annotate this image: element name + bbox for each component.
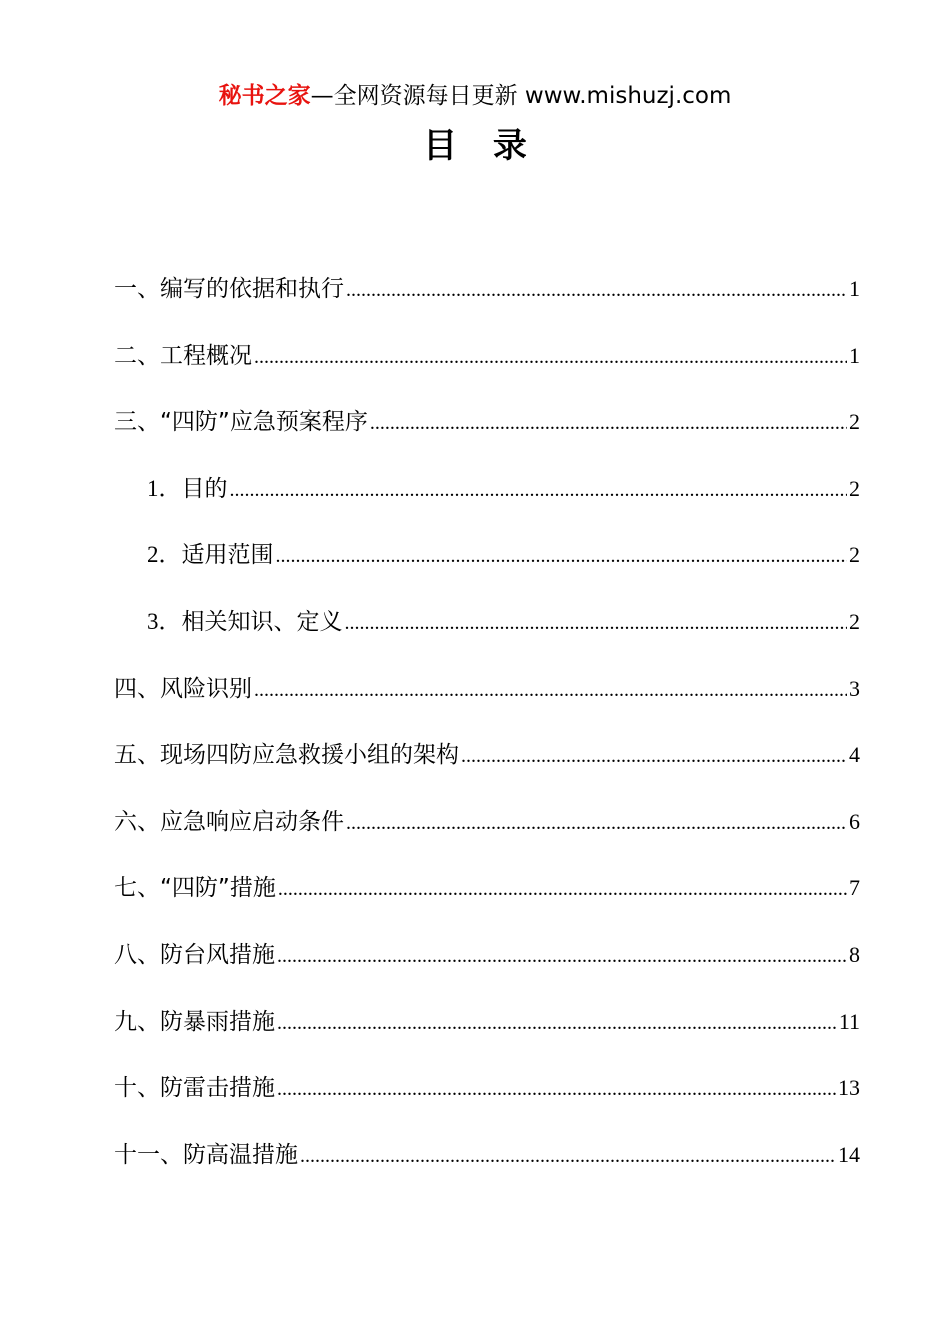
toc-page-number: 14 xyxy=(838,1141,860,1167)
toc-page-number: 4 xyxy=(849,742,860,768)
toc-entry-label: 十、防雷击措施 xyxy=(114,1075,275,1102)
toc-entry-8[interactable] xyxy=(114,938,860,1005)
toc-entry-text: 目的 xyxy=(181,475,228,502)
toc-entry-7[interactable] xyxy=(114,871,860,938)
toc-dot-leader xyxy=(370,406,847,440)
toc-dot-leader xyxy=(254,673,847,707)
brand-name: 秘书之家 xyxy=(218,83,311,109)
toc-page-number: 3 xyxy=(849,675,860,701)
header-tagline: —全网资源每日更新 www.mishuzj.com xyxy=(310,83,732,109)
toc-entry-label: 二、工程概况 xyxy=(114,342,252,369)
toc-entry-label: 一、编写的依据和执行 xyxy=(114,276,344,302)
toc-dot-leader xyxy=(277,1072,836,1106)
toc-dot-leader xyxy=(346,806,847,840)
toc-entry-label: 六、应急响应启动条件 xyxy=(114,808,344,835)
toc-entry-2[interactable] xyxy=(114,339,860,406)
toc-entry-label: 五、现场四防应急救援小组的架构 xyxy=(114,742,459,769)
toc-entry-label: 九、防暴雨措施 xyxy=(114,1008,275,1035)
toc-entry-label xyxy=(147,538,274,572)
toc-entry-label: 八、防台风措施 xyxy=(114,941,275,968)
toc-entry-number: 3． xyxy=(147,608,182,634)
toc-dot-leader xyxy=(346,273,847,307)
toc-entry-4[interactable] xyxy=(114,672,860,739)
toc-subentry-2[interactable] xyxy=(114,538,860,605)
table-of-contents xyxy=(114,272,860,1204)
toc-dot-leader xyxy=(277,1006,837,1040)
toc-entry-10[interactable] xyxy=(114,1071,860,1138)
toc-page-number: 11 xyxy=(838,1008,860,1034)
toc-page-number: 7 xyxy=(849,875,860,901)
toc-dot-leader xyxy=(300,1139,836,1173)
toc-entry-6[interactable] xyxy=(114,805,860,872)
toc-dot-leader xyxy=(254,340,847,374)
page-title: 目 录 xyxy=(423,126,539,166)
toc-page-number: 2 xyxy=(849,475,860,501)
toc-dot-leader xyxy=(278,872,847,906)
toc-entry-1[interactable] xyxy=(114,272,860,339)
toc-entry-label xyxy=(147,472,228,506)
toc-entry-label xyxy=(147,605,343,639)
toc-entry-11[interactable] xyxy=(114,1138,860,1205)
toc-entry-label: 三、“四防”应急预案程序 xyxy=(114,409,368,436)
toc-entry-number: 2． xyxy=(147,542,182,568)
toc-page-number: 1 xyxy=(849,342,860,368)
toc-page-number: 8 xyxy=(849,941,860,967)
toc-entry-number: 1． xyxy=(147,475,182,501)
toc-page-number: 2 xyxy=(849,542,860,568)
toc-entry-label: 十一、防高温措施 xyxy=(114,1141,298,1168)
toc-dot-leader xyxy=(277,939,847,973)
toc-page-number: 13 xyxy=(838,1075,860,1101)
toc-dot-leader xyxy=(461,739,847,773)
toc-entry-3[interactable] xyxy=(114,405,860,472)
toc-page-number: 2 xyxy=(849,608,860,634)
toc-dot-leader xyxy=(276,539,848,573)
toc-subentry-3[interactable] xyxy=(114,605,860,672)
toc-page-number: 2 xyxy=(849,409,860,435)
toc-dot-leader xyxy=(230,473,848,507)
toc-subentry-1[interactable] xyxy=(114,472,860,539)
toc-entry-label: 四、风险识别 xyxy=(114,675,252,702)
toc-page-number: 6 xyxy=(849,808,860,834)
toc-entry-text: 相关知识、定义 xyxy=(181,608,343,635)
toc-entry-5[interactable] xyxy=(114,738,860,805)
toc-entry-9[interactable] xyxy=(114,1005,860,1072)
toc-dot-leader xyxy=(345,606,848,640)
toc-entry-label: 七、“四防”措施 xyxy=(114,875,276,902)
toc-page-number: 1 xyxy=(849,276,860,301)
toc-entry-text: 适用范围 xyxy=(181,542,274,569)
page-header xyxy=(0,80,950,112)
